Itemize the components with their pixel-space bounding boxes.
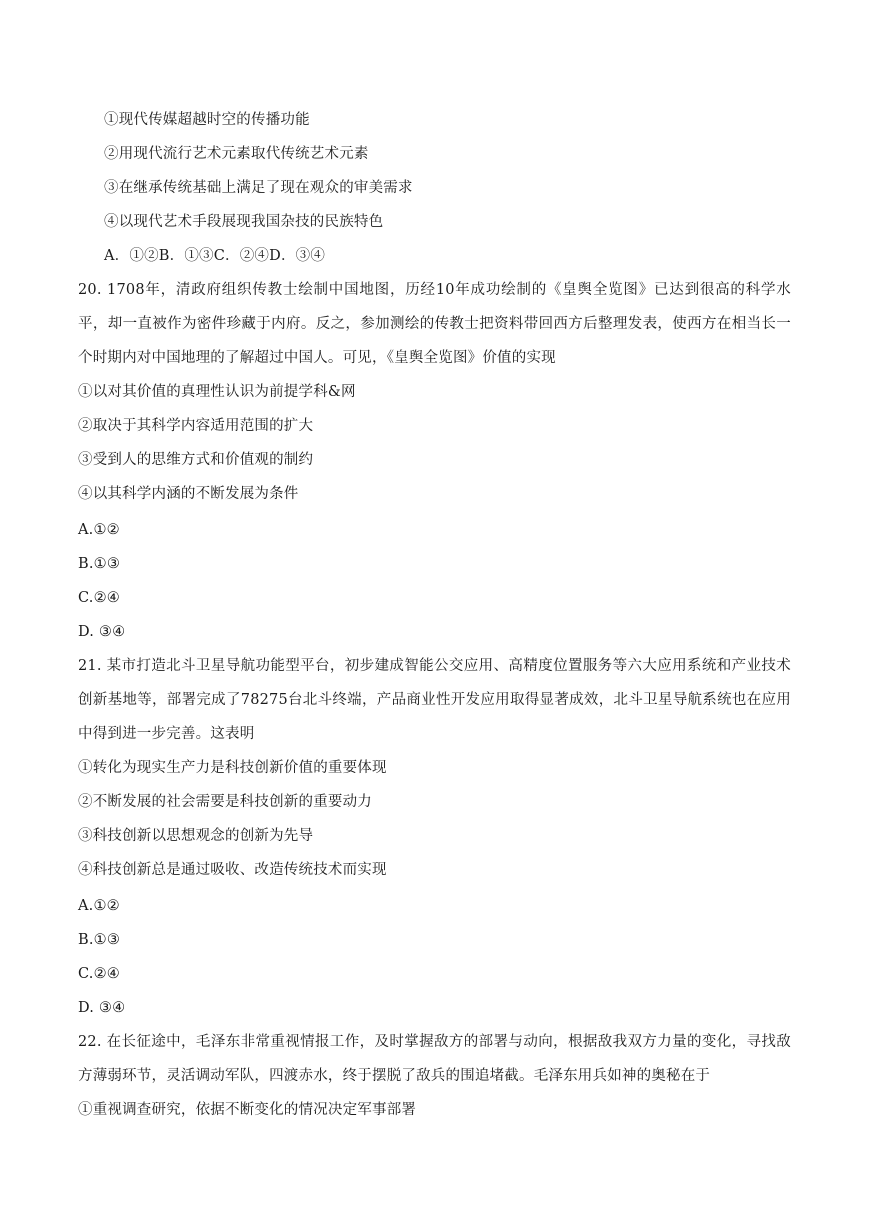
- q20-choice-c: C.②④: [78, 590, 120, 606]
- q21-stem: 21. 某市打造北斗卫星导航功能型平台，初步建成智能公交应用、高精度位置服务等六大应用系统和产业技术创新基地等，部署完成了78275台北斗终端，产品商业性开发应用取得显著成效，北斗卫星导航系统也在应用中得到进一步完善。这表明: [78, 658, 791, 742]
- q20-stem: 20. 1708年，清政府组织传教士绘制中国地图，历经10年成功绘制的《皇舆全览图》已达到很高的科学水平，却一直被作为密件珍藏于内府。反之，参加测绘的传教士把资料带回西方后整理发表，使西方在相当长一个时期内对中国地理的了解超过中国人。可见，《皇舆全览图》价值的实现: [78, 282, 791, 366]
- q20-item-2: ②取决于其科学内容适用范围的扩大: [78, 418, 314, 434]
- q19-option-3: ③在继承传统基础上满足了现在观众的审美需求: [104, 180, 413, 196]
- q21-item-3: ③科技创新以思想观念的创新为先导: [78, 828, 314, 844]
- q20-item-3: ③受到人的思维方式和价值观的制约: [78, 452, 314, 468]
- q20-choice-d: D. ③④: [78, 624, 126, 640]
- q21-choice-a: A.①②: [78, 898, 120, 914]
- q22-stem: 22. 在长征途中，毛泽东非常重视情报工作，及时掌握敌方的部署与动向，根据敌我双方力量的变化，寻找敌方薄弱环节，灵活调动军队，四渡赤水，终于摆脱了敌兵的围追堵截。毛泽东用兵如神的奥秘在于: [78, 1034, 791, 1084]
- q21-item-4: ④科技创新总是通过吸收、改造传统技术而实现: [78, 862, 387, 878]
- q21-choice-c: C.②④: [78, 966, 120, 982]
- q19-option-4: ④以现代艺术手段展现我国杂技的民族特色: [104, 214, 384, 230]
- q21-choice-b: B.①③: [78, 932, 121, 948]
- q21-item-2: ②不断发展的社会需要是科技创新的重要动力: [78, 794, 372, 810]
- q20-choice-b: B.①③: [78, 556, 121, 572]
- q20-item-4: ④以其科学内涵的不断发展为条件: [78, 486, 299, 502]
- q21-choice-d: D. ③④: [78, 1000, 126, 1016]
- q21-item-1: ①转化为现实生产力是科技创新价值的重要体现: [78, 760, 387, 776]
- q20-choice-a: A.①②: [78, 522, 120, 538]
- q22-item-1: ①重视调查研究，依据不断变化的情况决定军事部署: [78, 1102, 417, 1118]
- q20-item-1: ①以对其价值的真理性认识为前提学科&网: [78, 384, 356, 400]
- q19-option-2: ②用现代流行艺术元素取代传统艺术元素: [104, 146, 369, 162]
- q19-answer-choices: A．①②B．①③C．②④D．③④: [104, 248, 326, 264]
- q19-option-1: ①现代传媒超越时空的传播功能: [104, 112, 310, 128]
